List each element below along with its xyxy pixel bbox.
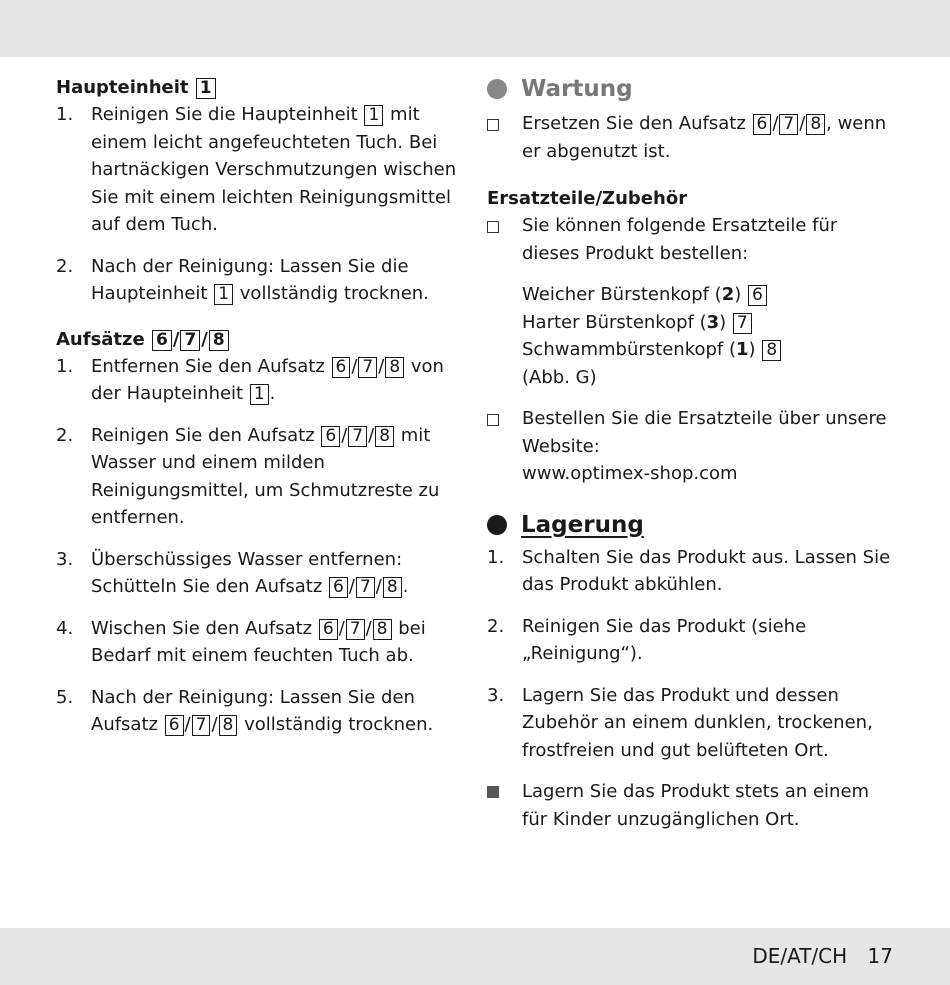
list-item: Ersetzen Sie den Aufsatz 6 / 7 / 8 , wenn er abgenutzt ist. [487, 110, 899, 165]
page-footer [752, 944, 893, 968]
ref-box: 6 [152, 330, 172, 351]
list-item: 1. Reinigen Sie die Haupteinheit 1 mit einem leicht angefeuchteten Tuch. Bei hartnäckigen Verschmutzungen wischen Sie mit einem leichten Reinigungsmittel auf dem Tuch. [56, 104, 457, 235]
checkbox-bullet-icon [487, 414, 499, 426]
right-column [487, 74, 899, 833]
region-label: DE/AT/CH [752, 944, 848, 968]
bullet-dot-icon [487, 79, 507, 99]
list-item: 1. Entfernen Sie den Aufsatz 6 / 7 / 8 von der Haupteinheit 1 . [56, 355, 444, 404]
website-url: www.optimex-shop.com [522, 463, 738, 484]
list-item: 2. Reinigen Sie das Produkt (siehe „Reinigung“). [487, 615, 807, 664]
list-item: Harter Bürstenkopf (3) 7 [522, 309, 899, 337]
maintenance-heading: Wartung [487, 74, 899, 104]
list-item: 1. Schalten Sie das Produkt aus. Lassen Sie das Produkt abkühlen. [487, 546, 891, 595]
list-item: 3. Überschüssiges Wasser entfernen: Schütteln Sie den Aufsatz 6 / 7 / 8 . [56, 548, 409, 597]
ref-box: 8 [209, 330, 229, 351]
list-item: 5. Nach der Reinigung: Lassen Sie den Aufsatz 6 / 7 / 8 vollständig trocknen. [56, 686, 434, 735]
list-item: Sie können folgende Ersatzteile für dieses Produkt bestellen: [487, 212, 899, 267]
bullet-dot-icon [487, 515, 507, 535]
list-item: Lagern Sie das Produkt stets an einem für Kinder unzugänglichen Ort. [487, 778, 899, 833]
list-item: Bestellen Sie die Ersatzteile über unsere Website: www.optimex-shop.com [487, 405, 899, 488]
square-bullet-icon [487, 786, 499, 798]
header-band [0, 0, 950, 57]
main-unit-heading: Haupteinheit 1 [56, 74, 468, 101]
page-number: 17 [867, 944, 893, 968]
list-item: Weicher Bürstenkopf (2) 6 [522, 281, 899, 309]
list-item: 2. Reinigen Sie den Aufsatz 6 / 7 / 8 mit Wasser und einem milden Reinigungsmittel, um Schmutzreste zu entfernen. [56, 424, 440, 528]
spare-parts-heading: Ersatzteile/Zubehör [487, 188, 688, 209]
ref-box: 1 [196, 78, 216, 99]
list-item: 2. Nach der Reinigung: Lassen Sie die Haupteinheit 1 vollständig trocknen. [56, 255, 429, 304]
checkbox-bullet-icon [487, 119, 499, 131]
ref-box: 1 [214, 284, 233, 305]
checkbox-bullet-icon [487, 221, 499, 233]
list-item: Schwammbürstenkopf (1) 8 [522, 336, 899, 364]
list-item: 3. Lagern Sie das Produkt und dessen Zubehör an einem dunklen, trockenen, frostfreien und gut belüfteten Ort. [487, 684, 873, 761]
ref-box: 7 [180, 330, 200, 351]
spare-parts-list: Weicher Bürstenkopf (2) 6 Harter Bürstenkopf (3) 7 Schwammbürstenkopf (1) 8 (Abb. G) [522, 281, 899, 391]
left-column [56, 74, 468, 739]
attachments-heading: Aufsätze 6 / 7 / 8 [56, 326, 468, 353]
ref-box: 1 [364, 105, 383, 126]
storage-heading: Lagerung [487, 510, 899, 540]
list-item: 4. Wischen Sie den Aufsatz 6 / 7 / 8 bei Bedarf mit einem feuchten Tuch ab. [56, 617, 426, 666]
